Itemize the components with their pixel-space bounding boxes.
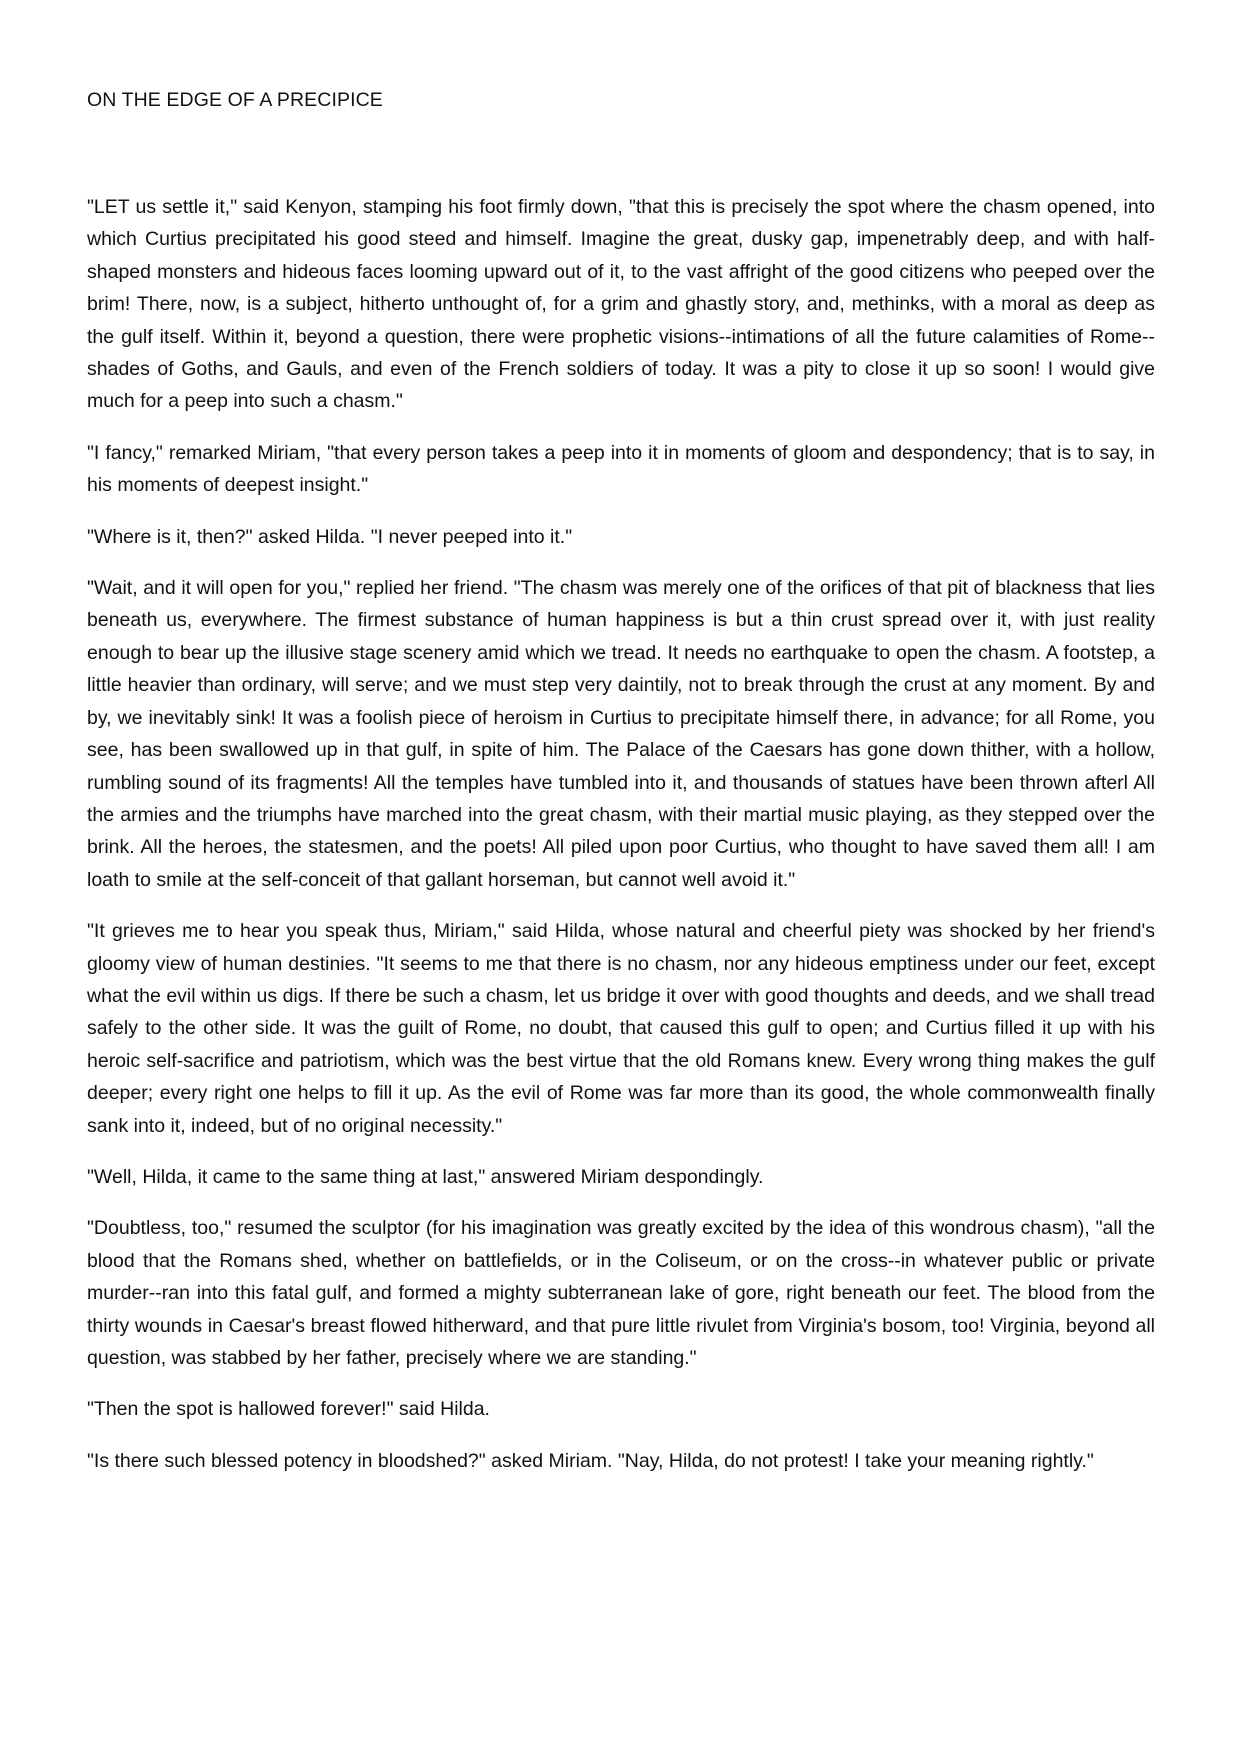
paragraph-5: "It grieves me to hear you speak thus, Miriam," said Hilda, whose natural and cheerful piety was shocked by her friend's gloomy view of human destinies. "It seems to me that there is no chasm, nor any hideous emptiness under our feet, except what the evil within us digs. If there be such a chasm, let us bridge it over with good thoughts and deeds, and we shall tread safely to the other side. It was the guilt of Rome, no doubt, that caused this gulf to open; and Curtius filled it up with his heroic self-sacrifice and patriotism, which was the best virtue that the old Romans knew. Every wrong thing makes the gulf deeper; every right one helps to fill it up. As the evil of Rome was far more than its good, the whole commonwealth finally sank into it, indeed, but of no original necessity." xyxy=(87,920,1155,1137)
chapter-title: ON THE EDGE OF A PRECIPICE xyxy=(87,89,383,111)
paragraph-2: "I fancy," remarked Miriam, "that every person takes a peep into it in moments of gloom and despondency; that is to say, in his moments of deepest insight." xyxy=(87,441,1155,497)
paragraph-4: "Wait, and it will open for you," replied her friend. "The chasm was merely one of the orifices of that pit of blackness that lies beneath us, everywhere. The firmest substance of human happiness is but a thin crust spread over it, with just reality enough to bear up the illusive stage scenery amid which we tread. It needs no earthquake to open the chasm. A footstep, a little heavier than ordinary, will serve; and we must step very daintily, not to break through the crust at any moment. By and by, we inevitably sink! It was a foolish piece of heroism in Curtius to precipitate himself there, in advance; for all Rome, you see, has been swallowed up in that gulf, in spite of him. The Palace of the Caesars has gone down thither, with a hollow, rumbling sound of its fragments! All the temples have tumbled into it, and thousands of statues have been thrown afterl All the armies and the triumphs have marched into the great chasm, with their martial music playing, as they stepped over the brink. All the heroes, the statesmen, and the poets! All piled upon poor Curtius, who thought to have saved them all! I am loath to smile at the self-conceit of that gallant horseman, but cannot well avoid it." xyxy=(87,577,1155,891)
paragraph-8: "Then the spot is hallowed forever!" said Hilda. xyxy=(87,1398,490,1421)
document-body xyxy=(87,191,1155,1496)
paragraph-3: "Where is it, then?" asked Hilda. "I never peeped into it." xyxy=(87,525,573,548)
paragraph-7: "Doubtless, too," resumed the sculptor (for his imagination was greatly excited by the idea of this wondrous chasm), "all the blood that the Romans shed, whether on battlefields, or in the Coliseum, or on the cross--in whatever public or private murder--ran into this fatal gulf, and formed a mighty subterranean lake of gore, right beneath our feet. The blood from the thirty wounds in Caesar's breast flowed hitherward, and that pure little rivulet from Virginia's bosom, too! Virginia, beyond all question, was stabbed by her father, precisely where we are standing." xyxy=(87,1217,1155,1369)
paragraph-1: "LET us settle it," said Kenyon, stamping his foot firmly down, "that this is precisely the spot where the chasm opened, into which Curtius precipitated his good steed and himself. Imagine the great, dusky gap, impenetrably deep, and with half-shaped monsters and hideous faces looming upward out of it, to the vast affright of the good citizens who peeped over the brim! There, now, is a subject, hitherto unthought of, for a grim and ghastly story, and, methinks, with a moral as deep as the gulf itself. Within it, beyond a question, there were prophetic visions--intimations of all the future calamities of Rome--shades of Goths, and Gauls, and even of the French soldiers of today. It was a pity to close it up so soon! I would give much for a peep into such a chasm." xyxy=(87,196,1155,413)
paragraph-6: "Well, Hilda, it came to the same thing at last," answered Miriam despondingly. xyxy=(87,1165,764,1188)
paragraph-9: "Is there such blessed potency in bloodshed?" asked Miriam. "Nay, Hilda, do not protest! I take your meaning rightly." xyxy=(87,1449,1094,1472)
